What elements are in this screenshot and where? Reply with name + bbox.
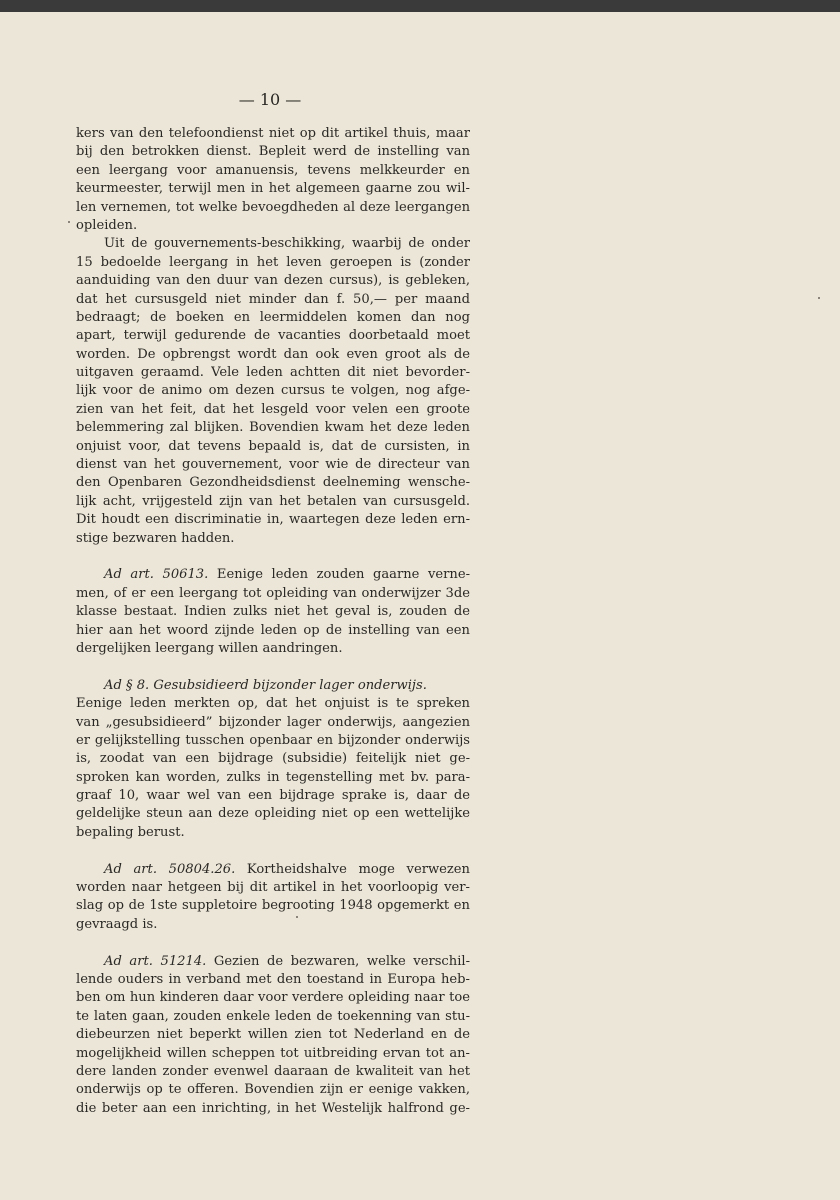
text-line bbox=[76, 438, 470, 456]
line-text: Kortheidshalve moge verwezen bbox=[235, 861, 470, 877]
text-line bbox=[76, 456, 470, 474]
text-line bbox=[76, 640, 470, 658]
line-text: lijk acht, vrijgesteld zijn van het betalen van cursusgeld. bbox=[76, 493, 470, 509]
text-line bbox=[76, 787, 470, 805]
line-text: lende ouders in verband met den toestand in Europa heb- bbox=[76, 971, 470, 987]
text-line bbox=[76, 162, 470, 180]
text-line bbox=[76, 603, 470, 621]
line-text: een leergang voor amanuensis, tevens melkkeurder en bbox=[76, 162, 470, 178]
line-text: 15 bedoelde leergang in het leven geroepen is (zonder bbox=[76, 254, 470, 270]
text-line bbox=[76, 769, 470, 787]
text-line bbox=[76, 824, 470, 842]
text-line bbox=[76, 897, 470, 915]
line-text: bij den betrokken dienst. Bepleit werd de instelling van bbox=[76, 144, 470, 160]
text-line bbox=[76, 327, 470, 345]
text-line bbox=[76, 217, 470, 235]
text-line bbox=[76, 750, 470, 768]
line-text: graaf 10, waar wel van een bijdrage sprake is, daar de bbox=[76, 788, 470, 804]
text-line bbox=[76, 1100, 470, 1118]
text-line bbox=[76, 511, 470, 529]
line-text: dergelijken leergang willen aandringen. bbox=[76, 640, 343, 656]
paper-speck bbox=[818, 297, 820, 299]
text-line bbox=[76, 585, 470, 603]
line-text: hier aan het woord zijnde leden op de instelling van een bbox=[76, 622, 470, 638]
line-text: dere landen zonder evenwel daaraan de kwaliteit van het bbox=[76, 1063, 470, 1079]
line-text: diebeurzen niet beperkt willen zien tot Nederland en de bbox=[76, 1027, 470, 1043]
text-line bbox=[76, 1063, 470, 1081]
line-text: apart, terwijl gedurende de vacanties doorbetaald moet bbox=[76, 328, 470, 344]
line-text: sproken kan worden, zulks in tegenstelling met bv. para- bbox=[76, 769, 470, 785]
text-line bbox=[76, 989, 470, 1007]
text-line bbox=[76, 291, 470, 309]
text-line bbox=[76, 1026, 470, 1044]
article-reference: Ad art. 51214. bbox=[104, 953, 207, 969]
paper-speck bbox=[296, 916, 298, 918]
line-text: Eenige leden merkten op, dat het onjuist is te spreken bbox=[76, 696, 470, 712]
line-text: len vernemen, tot welke bevoegdheden al deze leergangen bbox=[76, 199, 470, 215]
line-text: onderwijs op te offeren. Bovendien zijn er eenige vakken, bbox=[76, 1082, 470, 1098]
line-text: zien van het feit, dat het lesgeld voor velen een groote bbox=[76, 401, 470, 417]
text-line bbox=[76, 401, 470, 419]
line-text: dienst van het gouvernement, voor wie de directeur van bbox=[76, 457, 470, 473]
line-text: Gezien de bezwaren, welke verschil- bbox=[206, 953, 470, 969]
text-line bbox=[76, 493, 470, 511]
line-text: uitgaven geraamd. Vele leden achtten dit niet bevorder- bbox=[76, 365, 470, 381]
text-line bbox=[76, 566, 470, 584]
line-text: kers van den telefoondienst niet op dit artikel thuis, maar bbox=[76, 126, 470, 141]
text-line bbox=[76, 382, 470, 400]
paragraph-gap bbox=[76, 548, 470, 566]
text-line bbox=[76, 953, 470, 971]
line-text: mogelijkheid willen scheppen tot uitbreiding ervan tot an- bbox=[76, 1045, 470, 1061]
text-line bbox=[76, 309, 470, 327]
line-text: stige bezwaren hadden. bbox=[76, 530, 235, 546]
text-line bbox=[76, 916, 470, 934]
line-text: bepaling berust. bbox=[76, 824, 185, 840]
text-line bbox=[76, 732, 470, 750]
line-text: aanduiding van den duur van dezen cursus), is gebleken, bbox=[76, 273, 470, 289]
text-line bbox=[76, 474, 470, 492]
line-text: ben om hun kinderen daar voor verdere opleiding naar toe bbox=[76, 990, 470, 1006]
line-text: geldelijke steun aan deze opleiding niet op een wettelijke bbox=[76, 806, 470, 822]
page-number: — 10 — bbox=[238, 90, 302, 109]
paper-speck bbox=[68, 221, 70, 223]
text-line bbox=[76, 695, 470, 713]
text-line bbox=[76, 346, 470, 364]
body-text bbox=[76, 125, 470, 1118]
line-text: worden naar hetgeen bij dit artikel in het voorloopig ver- bbox=[76, 880, 470, 896]
text-line bbox=[76, 530, 470, 548]
text-line bbox=[76, 879, 470, 897]
line-text: Uit de gouvernements-beschikking, waarbij de onder bbox=[104, 236, 470, 252]
line-text: klasse bestaat. Indien zulks niet het geval is, zouden de bbox=[76, 604, 470, 620]
line-text: belemmering zal blijken. Bovendien kwam het deze leden bbox=[76, 420, 470, 436]
line-text: lijk voor de animo om dezen cursus te volgen, nog afge- bbox=[76, 383, 470, 399]
text-line bbox=[76, 1045, 470, 1063]
article-reference: Ad § 8. Gesubsidieerd bijzonder lager onderwijs. bbox=[104, 677, 427, 693]
line-text: te laten gaan, zouden enkele leden de toekenning van stu- bbox=[76, 1008, 470, 1024]
line-text: dat het cursusgeld niet minder dan f. 50,— per maand bbox=[76, 291, 470, 307]
text-line bbox=[76, 861, 470, 879]
paragraph-gap bbox=[76, 934, 470, 952]
text-line bbox=[76, 805, 470, 823]
text-line bbox=[76, 199, 470, 217]
line-text: Dit houdt een discriminatie in, waartegen deze leden ern- bbox=[76, 512, 470, 528]
line-text: slag op de 1ste suppletoire begrooting 1948 opgemerkt en bbox=[76, 898, 470, 914]
line-text: die beter aan een inrichting, in het Westelijk halfrond ge- bbox=[76, 1100, 470, 1116]
text-line bbox=[76, 272, 470, 290]
paragraph-gap bbox=[76, 842, 470, 860]
text-line bbox=[76, 677, 470, 695]
text-line bbox=[76, 419, 470, 437]
article-reference: Ad art. 50804.26. bbox=[104, 861, 236, 877]
text-line bbox=[76, 714, 470, 732]
text-line bbox=[76, 1081, 470, 1099]
text-line bbox=[76, 254, 470, 272]
text-line bbox=[76, 125, 470, 143]
line-text: opleiden. bbox=[76, 217, 138, 233]
line-text: bedraagt; de boeken en leermiddelen komen dan nog bbox=[76, 309, 470, 325]
line-text: den Openbaren Gezondheidsdienst deelneming wensche- bbox=[76, 475, 470, 491]
text-line bbox=[76, 180, 470, 198]
line-text: worden. De opbrengst wordt dan ook even groot als de bbox=[76, 346, 470, 362]
text-line bbox=[76, 364, 470, 382]
article-reference: Ad art. 50613. bbox=[104, 567, 209, 583]
text-line bbox=[76, 622, 470, 640]
line-text: is, zoodat van een bijdrage (subsidie) feitelijk niet ge- bbox=[76, 751, 470, 767]
text-line bbox=[76, 971, 470, 989]
line-text: men, of er een leergang tot opleiding van onderwijzer 3de bbox=[76, 585, 470, 601]
line-text: gevraagd is. bbox=[76, 916, 158, 932]
line-text: er gelijkstelling tusschen openbaar en bijzonder onderwijs bbox=[76, 732, 470, 748]
line-text: onjuist voor, dat tevens bepaald is, dat de cursisten, in bbox=[76, 438, 470, 454]
text-line bbox=[76, 235, 470, 253]
line-text: Eenige leden zouden gaarne verne- bbox=[208, 567, 470, 583]
line-text: van „gesubsidieerd” bijzonder lager onderwijs, aangezien bbox=[76, 714, 470, 730]
text-line bbox=[76, 1008, 470, 1026]
paragraph-gap bbox=[76, 658, 470, 676]
line-text: keurmeester, terwijl men in het algemeen gaarne zou wil- bbox=[76, 181, 470, 197]
text-line bbox=[76, 143, 470, 161]
document-page bbox=[0, 12, 840, 1200]
